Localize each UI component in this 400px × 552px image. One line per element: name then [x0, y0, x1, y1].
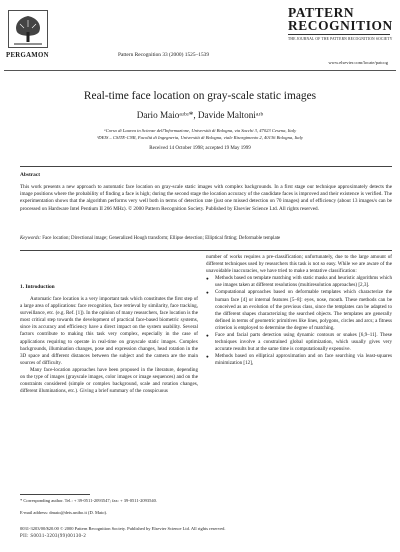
affiliation-b: ᵇDEIS – CSITE-CNR, Facoltà di Ingegneria, Università di Bologna, viale Risorgimento 2, 40136 Bologna, Italy — [97, 135, 303, 140]
email-note: E-mail address: dmaio@deis.unibo.it (D. Maio). — [20, 510, 108, 515]
footnote-divider — [20, 494, 90, 495]
keywords-list: Face location; Directional image; Generalized Hough transform; Ellipse detection; Elliptical fitting; Deformable template — [42, 236, 281, 241]
header-divider — [4, 70, 396, 71]
pii-identifier: PII: S0031-3203(99)00130-2 — [20, 534, 87, 539]
journal-url[interactable]: www.elsevier.com/locate/patcog — [328, 60, 388, 65]
received-dates: Received 14 October 1998; accepted 19 May 1999 — [149, 146, 251, 151]
copyright-line: 0031-3203/00/$20.00 © 2000 Pattern Recognition Society. Published by Elsevier Science Ltd. All rights reserved. — [20, 526, 226, 531]
intro-paragraph-1: Automatic face location is a very important task which constitutes the first step of a large area of applications: face recognition, face retrieval by similarity, face tracking, surveillance, etc. (e.g. Ref. [1]). In the opinion of many researchers, face location is the most critical step towards the development of practical face-based biometric systems, since its accuracy and efficiency have a direct impact on the system usability. Several factors contribute to making this task very complex, especially in the case of applications requiring to operate in real-time on grayscale static images. Complex backgrounds, illumination changes, pose and expression changes, head rotation in the 3D space and different distances between the subject and the camera are the main sources of difficulty. — [20, 296, 198, 366]
abstract-bottom-rule — [20, 250, 392, 251]
publisher-name: PERGAMON — [6, 52, 49, 59]
journal-citation: Pattern Recognition 33 (2000) 1525–1539 — [118, 52, 210, 58]
pergamon-tree-logo-icon — [8, 10, 48, 48]
abstract-text: This work presents a new approach to automatic face location on gray-scale static images with complex backgrounds. In a first stage our technique approximately detects the image positions where the probability of finding a face is high; during the second stage the location accuracy of the candidate faces is improved and their existence is verified. The experimentation shows that the algorithm performs very well both in terms of detection rate (just one missed detection on 70 images) and of efficiency (about 13 images/s can be processed on Hardware Intel Pentium II 266 MHz). © 2000 Pattern Recognition Society. Published by Elsevier Science Ltd. All rights reserved. — [20, 184, 392, 212]
abstract-heading: Abstract — [20, 172, 41, 178]
list-item: ● Computational approaches based on deformable templates which characterize the human face [4] or internal features [5–8]: eyes, nose, mouth. These methods can be conceived as an evolution of the previous class, since the templates can be adapted to the different shapes characterizing the searched objects. The templates are generally defined in terms of geometric primitives like lines, polygons, circles and arcs; a fitness criterion is employed to determine the degree of matching. — [206, 289, 392, 332]
keywords-label: Keywords: — [20, 236, 42, 241]
keywords — [20, 236, 392, 243]
left-column — [20, 296, 198, 395]
abstract-top-rule — [20, 166, 392, 167]
corresponding-author-note: * Corresponding author. Tel.: + 39-0511-2093547; fax: + 39-0511-2093540. — [20, 498, 157, 503]
journal-header — [0, 0, 400, 68]
method-list — [206, 275, 392, 367]
list-item: ● Methods based on template matching with static masks and heuristic algorithms which use images taken at different resolutions (multiresolution approaches) [2,3]. — [206, 275, 392, 289]
intro-paragraph-2: Many face-location approaches have been proposed in the literature, depending on the type of images (grayscale images, color images or image sequences) and on the constraints considered (simple or complex background, scale and rotation changes, different illuminations, etc.). Giving a brief summary of the conspicuous — [20, 366, 198, 395]
list-item: ● Methods based on elliptical approximation and on face searching via least-squares minimization [12], — [206, 353, 392, 367]
section-heading-introduction: 1. Introduction — [20, 284, 55, 290]
journal-name-divider — [288, 34, 390, 35]
article-title: Real-time face location on gray-scale static images — [83, 90, 317, 102]
right-column — [206, 254, 392, 368]
article-authors: Dario Maioᵃʴᵇʴ*, Davide Maltoniᵃʴᵇ — [136, 110, 264, 120]
journal-subtitle: THE JOURNAL OF THE PATTERN RECOGNITION SOCIETY — [288, 37, 393, 41]
journal-name: PATTERN RECOGNITION — [288, 5, 393, 33]
list-item: ● Face and facial parts detection using dynamic contours or snakes [6,9–11]. These techniques involve a constrained global optimization, which usually gives very accurate results but at the same time is computationally expensive. — [206, 332, 392, 353]
affiliation-a: ᵃCorso di Laurea in Scienze dell'Informazione, Università di Bologna, via Sacchi 3, 47023 Cesena, Italy — [103, 128, 297, 133]
classification-intro: number of works requires a pre-classification; unfortunately, due to the large amount of different techniques used by researchers this task is not so easy. While we are aware of the unavoidable inaccuracies, we have tried to make a tentative classification: — [206, 254, 392, 275]
